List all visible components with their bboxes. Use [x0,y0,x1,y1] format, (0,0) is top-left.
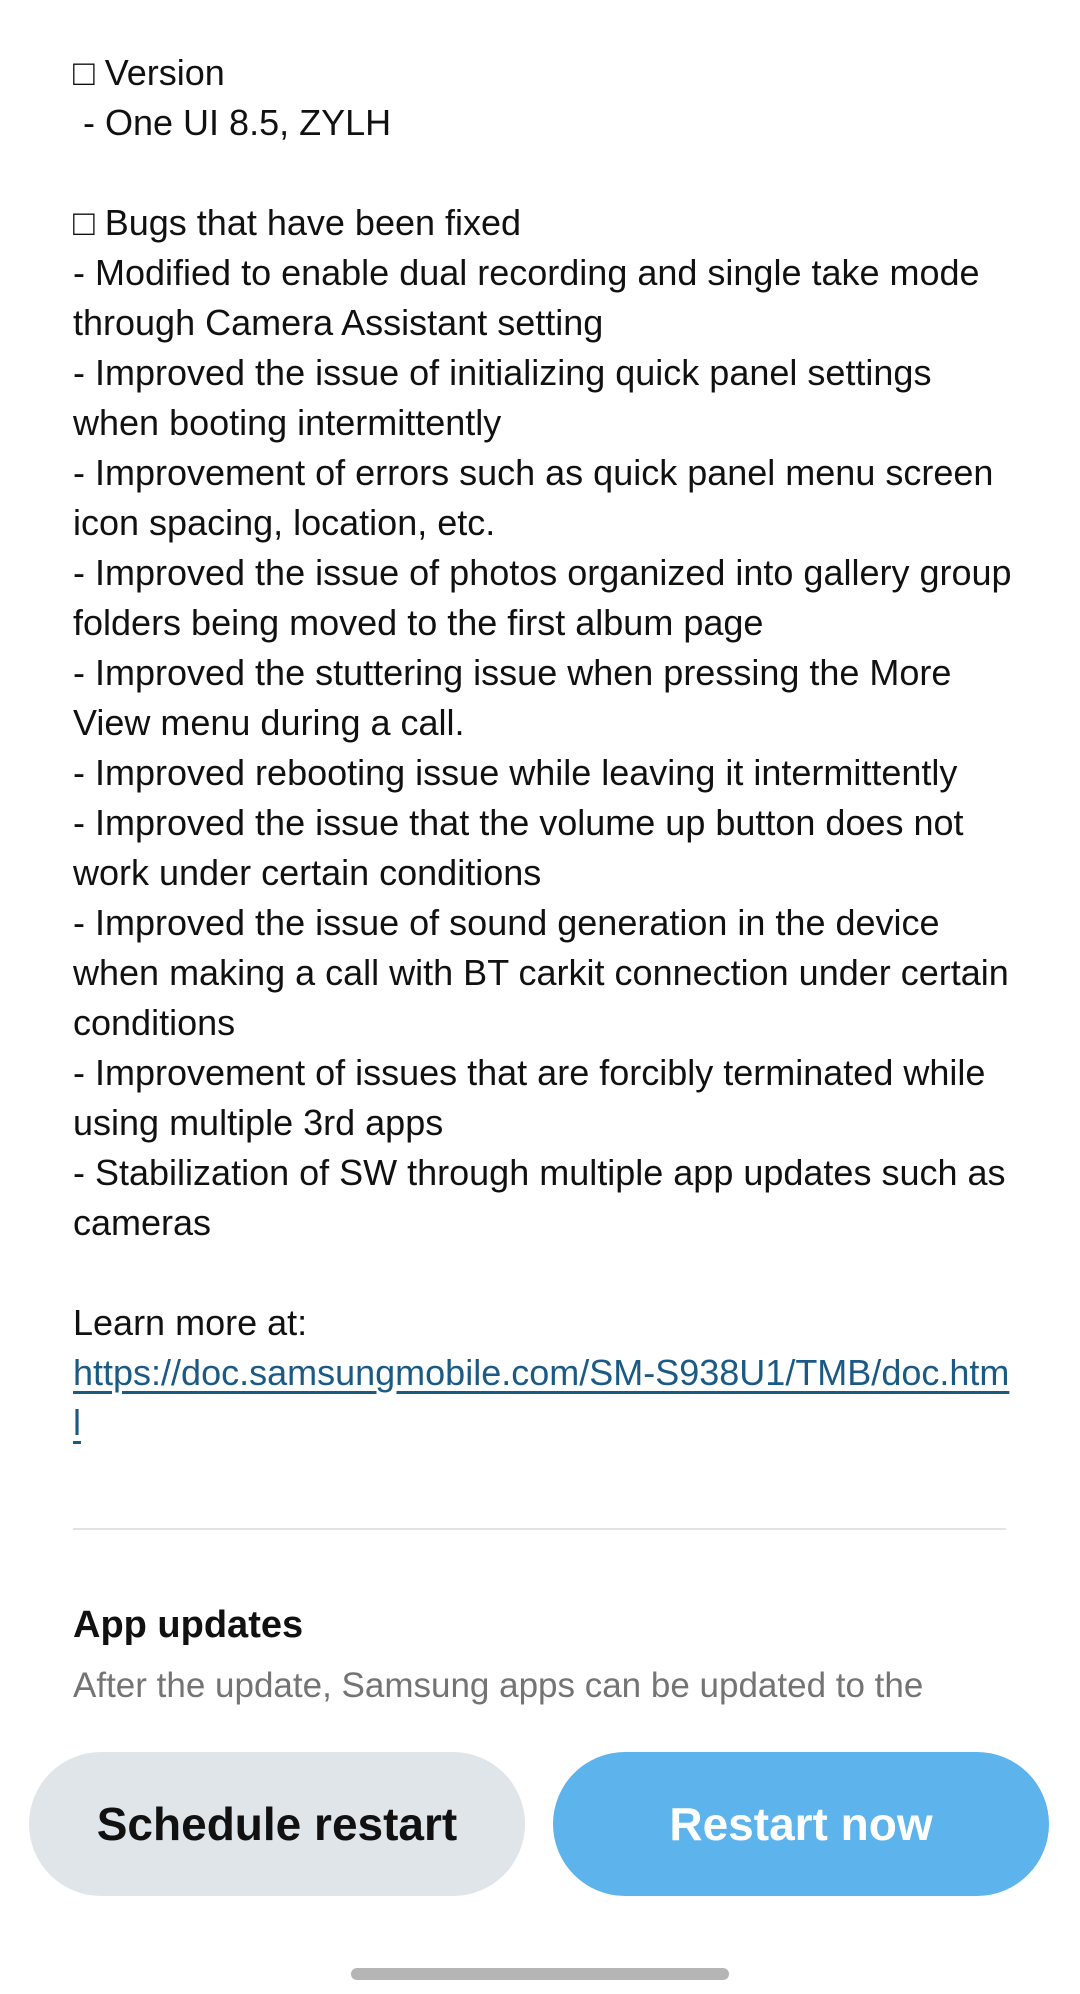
bug-item: - Improvement of issues that are forcibly terminated while using multiple 3rd apps [73,1052,996,1143]
bugs-heading: □ Bugs that have been fixed [73,202,522,243]
version-value: - One UI 8.5, ZYLH [73,102,392,143]
bug-item: - Improved the issue that the volume up button does not work under certain conditions [73,802,974,893]
bug-item: - Improved the issue of photos organized into gallery group folders being moved to the first album page [73,552,1022,643]
home-gesture-bar[interactable] [351,1968,729,1980]
section-divider [73,1528,1006,1530]
restart-now-button[interactable]: Restart now [553,1752,1049,1896]
app-updates-title: App updates [73,1604,304,1646]
release-notes [73,48,1022,1448]
version-heading: □ Version [73,52,225,93]
bug-item: - Modified to enable dual recording and single take mode through Camera Assistant setting [73,252,990,343]
app-updates-description: After the update, Samsung apps can be updated to the [73,1666,924,1705]
schedule-restart-button[interactable]: Schedule restart [29,1752,525,1896]
bug-item: - Improved rebooting issue while leaving it intermittently [73,752,958,793]
bug-item: - Improvement of errors such as quick panel menu screen icon spacing, location, etc. [73,452,1004,543]
bug-item: - Improved the issue of sound generation in the device when making a call with BT carkit connection under certain conditions [73,902,1019,1043]
bug-item: - Improved the issue of initializing quick panel settings when booting intermittently [73,352,942,443]
spacer [73,1248,1013,1298]
bug-item: - Stabilization of SW through multiple app updates such as cameras [73,1152,1016,1243]
bug-item: - Improved the stuttering issue when pressing the More View menu during a call. [73,652,962,743]
spacer [73,148,1013,198]
learn-more-label: Learn more at: [73,1302,308,1343]
learn-more-link[interactable]: https://doc.samsungmobile.com/SM-S938U1/TMB/doc.html [73,1352,1010,1443]
